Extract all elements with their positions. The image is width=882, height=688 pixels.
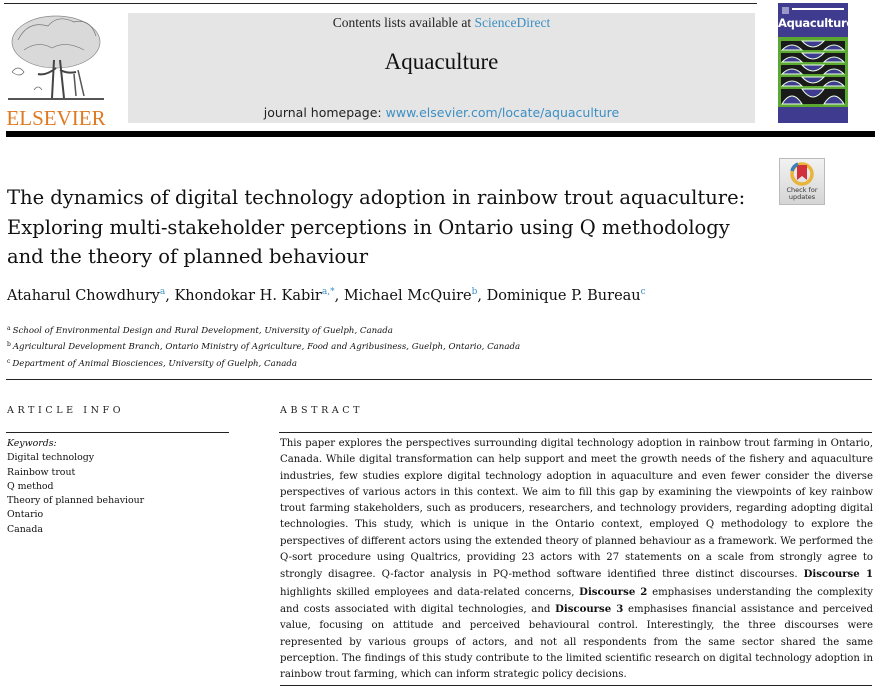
top-rule (4, 3, 757, 4)
affiliation-marker: c (7, 357, 11, 365)
affiliations (7, 322, 867, 371)
title-line: Exploring multi-stakeholder perceptions in Ontario using Q methodology (7, 215, 730, 239)
abstract-bold: Discourse 1 (803, 568, 873, 581)
bookmark-icon (780, 160, 824, 188)
abstract-part: emphasises understanding the complexity and costs associated with digital technologies, and (280, 586, 874, 615)
contents-line (128, 15, 755, 31)
article-info-rule (6, 432, 229, 433)
affiliation-marker: a (7, 325, 11, 332)
abstract-part: emphasises financial assistance and perceived value, focusing on attitude and perceived behavioural control. Interestingly, the three discourses were represented by various groups of actors, and not all respondents from the same sector shared the same perception. The findings of this study contribute to the limited scientific research on digital technology adoption in rainbow trout farming, which can inform strategic policy decisions. (280, 603, 873, 681)
affiliation-text: Agricultural Development Branch, Ontario Ministry of Agriculture, Food and Agribusiness, Guelph, Ontario, Canada (12, 342, 521, 353)
author-affil-link[interactable]: b (471, 287, 478, 297)
check-updates-line1: Check for (786, 186, 818, 194)
keyword-item: Digital technology (7, 452, 95, 464)
abstract-bold: Discourse 2 (579, 585, 648, 598)
author-separator: , (334, 288, 344, 304)
keyword-item: Ontario (7, 509, 44, 521)
author-separator: , (477, 288, 487, 304)
homepage-line (128, 105, 755, 120)
keyword-item: Q method (7, 480, 54, 492)
tree-icon (4, 10, 108, 106)
check-for-updates-button[interactable] (779, 158, 825, 205)
abstract-part: highlights skilled employees and data-related concerns, (280, 586, 580, 598)
abstract-part: This paper explores the perspectives surrounding digital technology adoption in rainbow trout farming in Ontario, Canada. While digital transformation can help support and meet the growth needs of the fishery and aquaculture industries, few studies explore digital technology adoption in aquaculture and even fewer consider the diverse perspectives of various actors in this context. We aim to fill this gap by examining the viewpoints of key rainbow trout farming stakeholders, such as producers, researchers, and technology providers, regarding adopting digital technologies. This study, which is unique in the Ontario context, employed Q methodology to explore the perspectives of different actors using the extended theory of planned behaviour as a framework. We performed the Q-sort procedure using Qualtrics, providing 23 actors with 27 statements on a scale from strongly agree to strongly disagree. Q-factor analysis in PQ-method software identified three distinct discourses. (280, 438, 873, 581)
author-affil-link[interactable]: c (640, 287, 646, 297)
journal-header (128, 13, 755, 123)
affiliation-item (7, 338, 867, 354)
affiliation-text: Department of Animal Biosciences, University of Guelph, Canada (12, 358, 297, 369)
homepage-link[interactable]: www.elsevier.com/locate/aquaculture (385, 105, 620, 120)
article-info-heading: ARTICLE INFO (7, 405, 125, 416)
check-updates-line2: updates (788, 193, 816, 201)
keyword-item: Theory of planned behaviour (7, 495, 145, 507)
author-name[interactable]: Ataharul Chowdhury (7, 288, 160, 304)
title-line: and the theory of planned behaviour (7, 245, 369, 268)
author-separator: , (165, 288, 175, 304)
author-affil-link[interactable]: a (159, 287, 166, 297)
section-rule (6, 379, 872, 380)
keywords-label: Keywords: (7, 438, 57, 449)
author-affil-link[interactable]: a,* (321, 287, 335, 297)
journal-cover[interactable] (778, 3, 854, 123)
abstract-bottom-rule (280, 685, 872, 686)
keyword-item: Canada (7, 523, 43, 535)
affiliation-marker: b (7, 341, 11, 349)
contents-prefix: Contents lists available at (332, 15, 475, 30)
keywords-section (7, 437, 227, 537)
keyword-item: Rainbow trout (7, 466, 76, 478)
abstract-bold: Discourse 3 (555, 602, 624, 615)
author-list (7, 287, 867, 304)
affiliation-item (7, 355, 867, 371)
article-title (7, 183, 767, 272)
author-name[interactable]: Dominique P. Bureau (486, 288, 641, 304)
elsevier-logo[interactable] (4, 10, 108, 128)
header-rule (6, 131, 875, 137)
cover-title: Aquaculture (778, 16, 854, 30)
author-name[interactable]: Michael McQuire (343, 288, 472, 304)
abstract-rule (279, 432, 872, 433)
check-updates-label (780, 187, 824, 201)
affiliation-text: School of Environmental Design and Rural Development, University of Guelph, Canada (12, 326, 393, 336)
author-name[interactable]: Khondokar H. Kabir (174, 288, 322, 304)
affiliation-item (7, 322, 867, 338)
journal-name: Aquaculture (384, 49, 499, 74)
sciencedirect-link[interactable]: ScienceDirect (474, 15, 551, 30)
homepage-prefix: journal homepage: (263, 105, 386, 120)
abstract-heading: ABSTRACT (280, 405, 364, 416)
publisher-logo-text: ELSEVIER (6, 106, 106, 130)
abstract-text (280, 436, 873, 683)
title-line: The dynamics of digital technology adoption in rainbow trout aquaculture: (7, 186, 746, 209)
